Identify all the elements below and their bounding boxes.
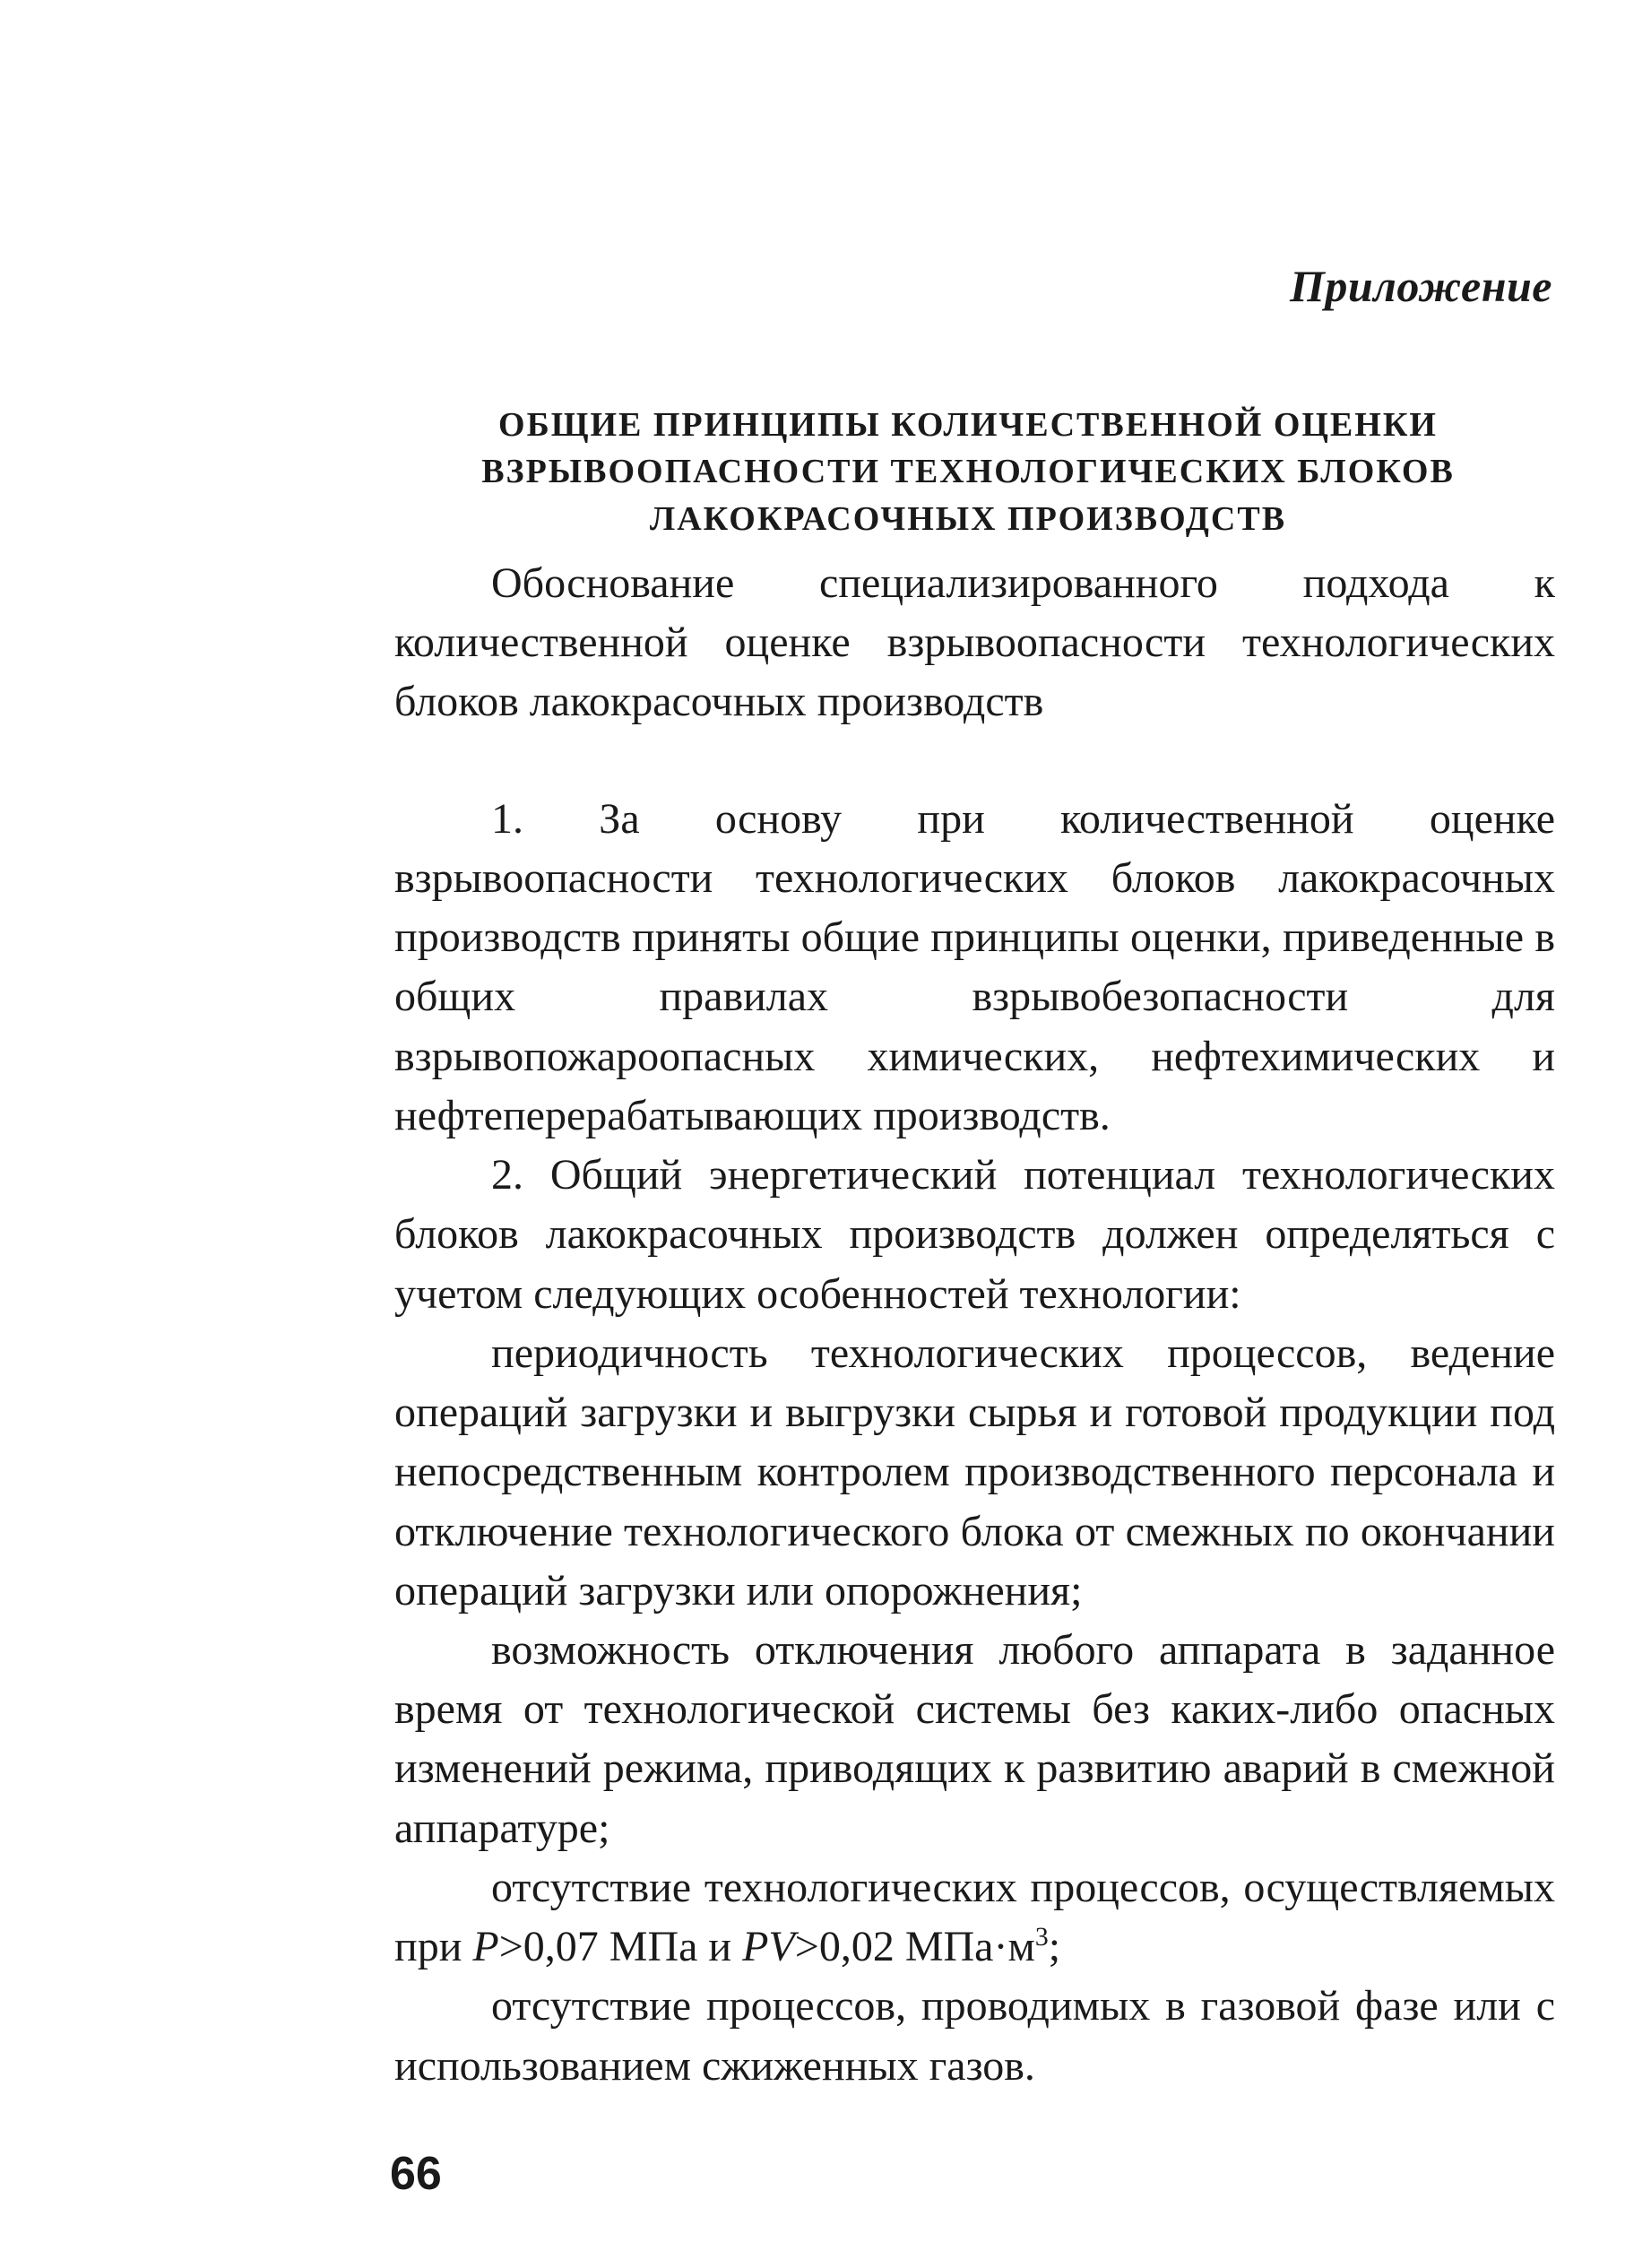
page-number: 66 [390,2148,442,2200]
appendix-label: Приложение [1289,261,1552,311]
title-line: ЛАКОКРАСОЧНЫХ ПРОИЗВОДСТВ [649,499,1287,538]
body-text [394,554,1555,2096]
title-line: ВЗРЫВООПАСНОСТИ ТЕХНОЛОГИЧЕСКИХ БЛОКОВ [481,453,1455,491]
list-item-gas-phase: отсутствие процессов, проводимых в газовой фазе или с использованием сжиженных газов. [394,1982,1555,2090]
paragraph-1: 1. За основу при количественной оценке взрывоопасности технологических блоков лакокрасочных производств приняты общие принципы оценки, приведенные в общих правилах взрывобезопасности для взрывопожароопасных химических, нефтехимических и нефтеперерабатывающих производств. [394,794,1555,1139]
pressure-cond-pv: >0,02 МПа·м [794,1923,1035,1971]
pressure-prefix: отсутствие технологических процессов, осуществляемых при [394,1863,1555,1971]
document-title [394,402,1542,542]
pressure-exponent: 3 [1034,1922,1049,1952]
list-item-pressure [394,1858,1555,1977]
pressure-var-p: P [472,1923,499,1971]
pressure-var-pv: PV [742,1923,795,1971]
intro-paragraph: Обоснование специализированного подхода к количественной оценке взрывоопасности технологических блоков лакокрасочных производств [394,559,1555,726]
pressure-suffix: ; [1048,1923,1061,1971]
paragraph-2: 2. Общий энергетический потенциал технологических блоков лакокрасочных производств должен определяться с учетом следующих особенностей технологии: [394,1151,1555,1318]
list-item-periodicity: периодичность технологических процессов, ведение операций загрузки и выгрузки сырья и готовой продукции под непосредственным контролем производственного персонала и отключение технологического блока от смежных по окончании операций загрузки или опорожнения; [394,1329,1555,1614]
title-line: ОБЩИЕ ПРИНЦИПЫ КОЛИЧЕСТВЕННОЙ ОЦЕНКИ [498,406,1438,444]
list-item-disconnection: возможность отключения любого аппарата в заданное время от технологической системы без каких-либо опасных изменений режима, приводящих к развитию аварий в смежной аппаратуре; [394,1625,1555,1852]
pressure-cond-p: >0,07 МПа и [498,1923,743,1971]
